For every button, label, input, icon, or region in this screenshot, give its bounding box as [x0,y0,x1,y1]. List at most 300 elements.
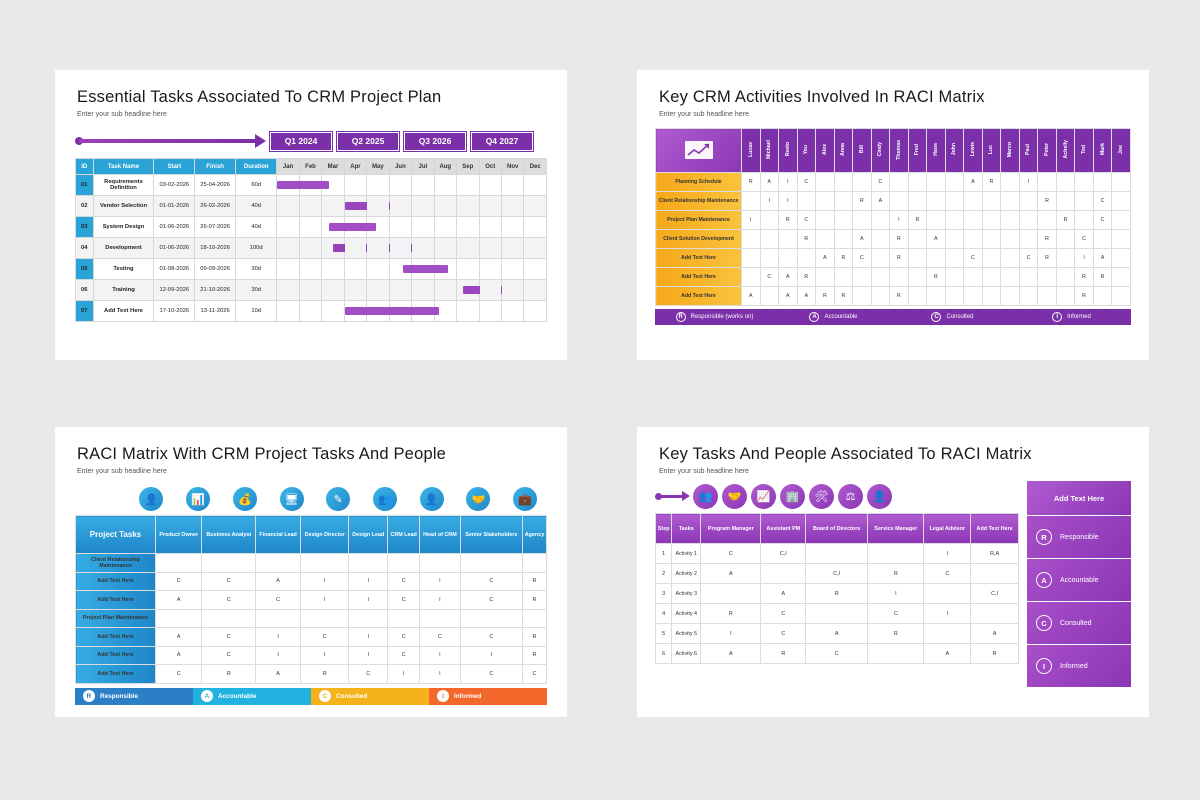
table-row[interactable] [656,268,1131,287]
cell-raci[interactable]: I [1019,173,1038,192]
table-row[interactable] [76,280,547,301]
cell-raci[interactable] [816,230,835,249]
cell-raci[interactable]: C [1093,211,1112,230]
cell-raci[interactable]: R [202,665,256,684]
cell-raci[interactable] [1056,173,1075,192]
cell-raci[interactable]: R [853,192,872,211]
cell-raci[interactable] [1056,192,1075,211]
cell-raci[interactable]: R [522,628,546,647]
cell-raci[interactable]: R [982,173,1001,192]
cell-raci[interactable]: C [202,572,256,591]
cell-task: Add Text Here [76,572,156,591]
cell-raci[interactable] [982,249,1001,268]
cell-raci[interactable]: I [349,628,388,647]
cell-raci[interactable] [1112,249,1131,268]
cell-raci[interactable]: C [853,249,872,268]
cell-raci[interactable] [460,609,522,628]
table-row[interactable] [656,584,1019,604]
cell-raci[interactable] [1001,287,1020,306]
cell-raci[interactable]: R [971,644,1019,664]
cell-raci[interactable] [982,192,1001,211]
cell-raci[interactable]: I [349,646,388,665]
cell-raci[interactable] [1112,173,1131,192]
cell-raci[interactable] [1019,230,1038,249]
cell-raci[interactable]: R [701,604,761,624]
cell-raci[interactable]: R [927,268,946,287]
raci-blue-body [55,475,567,705]
cell-raci[interactable] [1056,268,1075,287]
cell-raci[interactable] [871,230,890,249]
cell-raci[interactable]: C [202,628,256,647]
cell-raci[interactable] [890,192,909,211]
cell-raci[interactable]: I [420,591,460,610]
cell-raci[interactable] [890,268,909,287]
table-row[interactable] [76,217,547,238]
cell-raci[interactable]: C [388,628,420,647]
table-row[interactable] [656,287,1131,306]
cell-raci[interactable]: I [301,572,349,591]
cell-raci[interactable]: I [388,665,420,684]
cell-raci[interactable] [945,249,964,268]
cell-raci[interactable]: A [256,665,301,684]
cell-raci[interactable]: R [761,644,806,664]
quarter-q1[interactable]: Q1 2024 [270,132,332,151]
cell-raci[interactable] [779,249,798,268]
slide-crm-project-plan[interactable] [55,70,567,360]
legend-item-accountable [774,312,893,322]
column-header: CRM Lead [388,516,420,554]
cell-month [434,259,457,280]
cell-raci[interactable]: R [868,564,924,584]
cell-raci[interactable]: C [806,644,868,664]
cell-raci[interactable]: C,I [971,584,1019,604]
cell-raci[interactable] [871,249,890,268]
cell-raci[interactable] [1038,173,1057,192]
column-header: Service Manager [868,514,924,544]
cell-raci[interactable] [701,584,761,604]
cell-raci[interactable]: C [460,572,522,591]
cell-raci[interactable] [927,192,946,211]
cell-raci[interactable] [420,554,460,573]
cell-raci[interactable]: R [890,249,909,268]
cell-raci[interactable] [1093,173,1112,192]
cell-raci[interactable] [1056,287,1075,306]
cell-raci[interactable] [760,287,779,306]
cell-raci[interactable]: R,A [971,544,1019,564]
cell-raci[interactable] [982,230,1001,249]
table-row[interactable] [76,196,547,217]
cell-raci[interactable]: R [797,230,816,249]
cell-raci[interactable] [964,287,983,306]
table-row[interactable] [76,572,547,591]
column-header: Business Analyst [202,516,256,554]
cell-raci[interactable] [1112,192,1131,211]
cell-raci[interactable]: I [701,624,761,644]
cell-raci[interactable] [349,554,388,573]
cell-month [344,259,366,280]
cell-raci[interactable]: R [301,665,349,684]
cell-raci[interactable]: C [388,646,420,665]
cell-raci[interactable]: A [806,624,868,644]
cell-raci[interactable]: I [1075,249,1094,268]
cell-raci[interactable]: R [834,249,853,268]
cell-raci[interactable] [202,609,256,628]
quarter-q3[interactable]: Q3 2026 [404,132,466,151]
cell-raci[interactable] [945,173,964,192]
cell-raci[interactable]: C [964,249,983,268]
cell-raci[interactable] [256,609,301,628]
cell-raci[interactable] [908,249,927,268]
cell-raci[interactable]: I [779,192,798,211]
cell-raci[interactable] [1112,230,1131,249]
cell-raci[interactable]: C [460,591,522,610]
cell-raci[interactable]: A [156,628,202,647]
cell-raci[interactable] [964,192,983,211]
cell-raci[interactable] [1001,268,1020,287]
cell-raci[interactable] [779,230,798,249]
cell-raci[interactable] [868,544,924,564]
cell-raci[interactable] [816,173,835,192]
cell-raci[interactable]: I [256,628,301,647]
legend-label: Responsible (works on) [690,314,754,320]
cell-raci[interactable] [522,554,546,573]
cell-raci[interactable] [927,173,946,192]
cell-raci[interactable] [742,268,761,287]
cell-raci[interactable] [853,287,872,306]
cell-raci[interactable] [1075,211,1094,230]
cell-raci[interactable]: A [871,192,890,211]
cell-raci[interactable]: A [797,287,816,306]
cell-raci[interactable]: I [760,192,779,211]
cell-raci[interactable]: A [924,644,971,664]
cell-raci[interactable] [1001,173,1020,192]
cell-raci[interactable]: C [797,211,816,230]
cell-raci[interactable] [853,211,872,230]
cell-finish: 13-11-2026 [195,301,236,322]
cell-raci[interactable] [982,211,1001,230]
table-row[interactable] [76,628,547,647]
cell-raci[interactable] [806,604,868,624]
cell-raci[interactable]: C [460,628,522,647]
cell-raci[interactable] [760,211,779,230]
cell-raci[interactable]: I [460,646,522,665]
cell-raci[interactable]: A [761,584,806,604]
table-row[interactable] [656,624,1019,644]
cell-raci[interactable]: A [779,287,798,306]
cell-raci[interactable] [908,268,927,287]
cell-raci[interactable] [1019,192,1038,211]
cell-raci[interactable] [1038,268,1057,287]
cell-raci[interactable] [927,249,946,268]
cell-raci[interactable] [760,230,779,249]
cell-raci[interactable]: I [301,591,349,610]
table-row[interactable] [656,544,1019,564]
cell-raci[interactable]: A [853,230,872,249]
cell-raci[interactable]: R [868,624,924,644]
table-row[interactable] [656,230,1131,249]
cell-raci[interactable] [761,564,806,584]
cell-raci[interactable] [924,624,971,644]
cell-raci[interactable] [834,230,853,249]
cell-month [344,217,366,238]
table-row[interactable] [76,665,547,684]
cell-raci[interactable] [806,544,868,564]
cell-raci[interactable] [1112,211,1131,230]
table-row[interactable] [76,259,547,280]
cell-raci[interactable]: R [779,211,798,230]
cell-raci[interactable] [982,268,1001,287]
cell-raci[interactable] [834,211,853,230]
cell-raci[interactable] [871,268,890,287]
cell-raci[interactable] [853,173,872,192]
cell-raci[interactable]: C [924,564,971,584]
cell-raci[interactable] [349,609,388,628]
slide-key-crm-activities[interactable] [637,70,1149,360]
cell-raci[interactable]: R [1093,268,1112,287]
cell-raci[interactable] [742,249,761,268]
cell-raci[interactable]: C [301,628,349,647]
cell-raci[interactable] [924,584,971,604]
cell-raci[interactable]: R [1038,249,1057,268]
cell-raci[interactable]: C [1019,249,1038,268]
cell-raci[interactable]: C [760,268,779,287]
cell-raci[interactable]: I [420,646,460,665]
cell-raci[interactable]: A [1093,249,1112,268]
cell-raci[interactable] [816,268,835,287]
cell-raci[interactable] [982,287,1001,306]
cell-raci[interactable] [945,211,964,230]
cell-raci[interactable] [1001,211,1020,230]
table-row[interactable] [76,175,547,196]
cell-raci[interactable]: C,I [761,544,806,564]
cell-raci[interactable]: C [156,572,202,591]
cell-raci[interactable]: C [388,591,420,610]
cell-raci[interactable] [871,287,890,306]
cell-raci[interactable] [301,554,349,573]
cell-raci[interactable] [1093,287,1112,306]
cell-raci[interactable] [1038,211,1057,230]
cell-raci[interactable] [256,554,301,573]
cell-raci[interactable] [816,211,835,230]
cell-raci[interactable]: C [761,604,806,624]
cell-raci[interactable] [871,211,890,230]
cell-raci[interactable]: C [868,604,924,624]
cell-raci[interactable]: R [522,572,546,591]
slide-key-tasks-people[interactable] [637,427,1149,717]
cell-raci[interactable] [797,192,816,211]
cell-raci[interactable]: A [927,230,946,249]
quarter-q2[interactable]: Q2 2025 [337,132,399,151]
cell-raci[interactable] [890,173,909,192]
cell-raci[interactable]: A [701,564,761,584]
table-row[interactable] [656,564,1019,584]
cell-raci[interactable] [420,609,460,628]
cell-raci[interactable] [834,173,853,192]
cell-raci[interactable]: C [420,628,460,647]
cell-raci[interactable] [964,211,983,230]
cell-raci[interactable]: C [701,544,761,564]
cell-raci[interactable]: A [156,591,202,610]
cell-raci[interactable] [834,268,853,287]
cell-raci[interactable]: R [1056,211,1075,230]
cell-raci[interactable]: C [256,591,301,610]
cell-raci[interactable]: I [742,211,761,230]
cell-raci[interactable]: R [908,211,927,230]
cell-raci[interactable]: A [971,624,1019,644]
cell-raci[interactable] [908,192,927,211]
cell-raci[interactable]: R [797,268,816,287]
cell-raci[interactable] [1056,230,1075,249]
cell-raci[interactable] [1056,249,1075,268]
table-row[interactable] [656,192,1131,211]
cell-raci[interactable]: C [871,173,890,192]
cell-raci[interactable] [816,192,835,211]
cell-raci[interactable] [964,230,983,249]
cell-raci[interactable]: C [156,665,202,684]
cell-raci[interactable] [908,287,927,306]
cell-month [457,301,479,322]
table-row[interactable] [76,301,547,322]
cell-raci[interactable]: I [349,572,388,591]
cell-raci[interactable] [1075,192,1094,211]
cell-raci[interactable]: R [742,173,761,192]
cell-raci[interactable] [908,230,927,249]
cell-raci[interactable]: A [779,268,798,287]
cell-raci[interactable]: A [816,249,835,268]
cell-month [457,217,479,238]
cell-raci[interactable] [945,287,964,306]
person-header: Lucas [742,129,761,173]
cell-raci[interactable]: I [420,572,460,591]
cell-raci[interactable]: I [779,173,798,192]
table-row[interactable] [76,646,547,665]
table-row[interactable] [656,211,1131,230]
cell-raci[interactable]: R [522,591,546,610]
cell-raci[interactable]: I [256,646,301,665]
cell-raci[interactable] [927,287,946,306]
cell-raci[interactable]: R [1075,287,1094,306]
cell-raci[interactable] [1001,230,1020,249]
cell-raci[interactable] [945,192,964,211]
cell-raci[interactable]: C,I [806,564,868,584]
cell-raci[interactable] [202,554,256,573]
cell-raci[interactable] [1112,268,1131,287]
cell-raci[interactable] [1038,287,1057,306]
cell-raci[interactable]: C [761,624,806,644]
cell-raci[interactable] [971,604,1019,624]
table-row[interactable] [656,604,1019,624]
cell-raci[interactable] [853,268,872,287]
table-row[interactable] [76,238,547,259]
table-row[interactable] [656,644,1019,664]
cell-raci[interactable]: R [1038,230,1057,249]
cell-raci[interactable]: R [806,584,868,604]
table-row[interactable] [76,554,547,573]
cell-raci[interactable] [1112,287,1131,306]
cell-raci[interactable] [301,609,349,628]
cell-raci[interactable]: A [256,572,301,591]
slide-raci-matrix-people[interactable] [55,427,567,717]
cell-raci[interactable] [1019,287,1038,306]
cell-raci[interactable]: I [924,604,971,624]
cell-raci[interactable]: C [349,665,388,684]
table-row[interactable] [656,249,1131,268]
cell-raci[interactable]: R [834,287,853,306]
cell-raci[interactable] [460,554,522,573]
cell-raci[interactable] [742,192,761,211]
cell-raci[interactable]: C [1075,230,1094,249]
cell-raci[interactable] [945,230,964,249]
cell-raci[interactable]: I [301,646,349,665]
cell-raci[interactable]: R [816,287,835,306]
cell-raci[interactable] [964,268,983,287]
cell-raci[interactable] [1075,173,1094,192]
cell-raci[interactable] [156,609,202,628]
cell-raci[interactable] [1001,249,1020,268]
cell-raci[interactable] [971,564,1019,584]
cell-raci[interactable] [908,173,927,192]
cell-raci[interactable] [1019,268,1038,287]
cell-raci[interactable]: C [202,591,256,610]
cell-raci[interactable]: I [924,544,971,564]
cell-raci[interactable] [760,249,779,268]
cell-raci[interactable]: R [1038,192,1057,211]
cell-raci[interactable] [388,554,420,573]
table-row[interactable] [656,173,1131,192]
cell-raci[interactable] [522,609,546,628]
cell-raci[interactable]: C [1093,192,1112,211]
cell-raci[interactable]: C [460,665,522,684]
cell-month [524,259,547,280]
cell-raci[interactable] [945,268,964,287]
cell-raci[interactable]: R [522,646,546,665]
cell-raci[interactable] [1001,192,1020,211]
chart-icon [656,129,742,173]
cell-raci[interactable]: R [890,287,909,306]
quarter-q4[interactable]: Q4 2027 [471,132,533,151]
cell-raci[interactable] [742,230,761,249]
cell-raci[interactable]: R [1075,268,1094,287]
cell-raci[interactable]: C [388,572,420,591]
cell-raci[interactable]: A [742,287,761,306]
cell-raci[interactable] [156,554,202,573]
cell-raci[interactable]: I [420,665,460,684]
cell-raci[interactable]: C [522,665,546,684]
cell-raci[interactable] [1093,230,1112,249]
cell-raci[interactable] [388,609,420,628]
cell-raci[interactable] [1019,211,1038,230]
cell-raci[interactable]: A [964,173,983,192]
cell-raci[interactable]: A [156,646,202,665]
cell-month [367,280,390,301]
cell-raci[interactable]: R [890,230,909,249]
table-row[interactable] [76,591,547,610]
cell-raci[interactable]: C [797,173,816,192]
cell-raci[interactable] [797,249,816,268]
cell-raci[interactable]: A [701,644,761,664]
col-month: Nov [501,159,524,175]
cell-raci[interactable] [927,211,946,230]
cell-raci[interactable]: I [890,211,909,230]
cell-raci[interactable]: C [202,646,256,665]
cell-id: 01 [76,175,94,196]
cell-raci[interactable]: A [760,173,779,192]
cell-raci[interactable] [834,192,853,211]
cell-raci[interactable] [868,644,924,664]
table-row[interactable] [76,609,547,628]
cell-raci[interactable]: I [868,584,924,604]
cell-raci[interactable]: I [349,591,388,610]
